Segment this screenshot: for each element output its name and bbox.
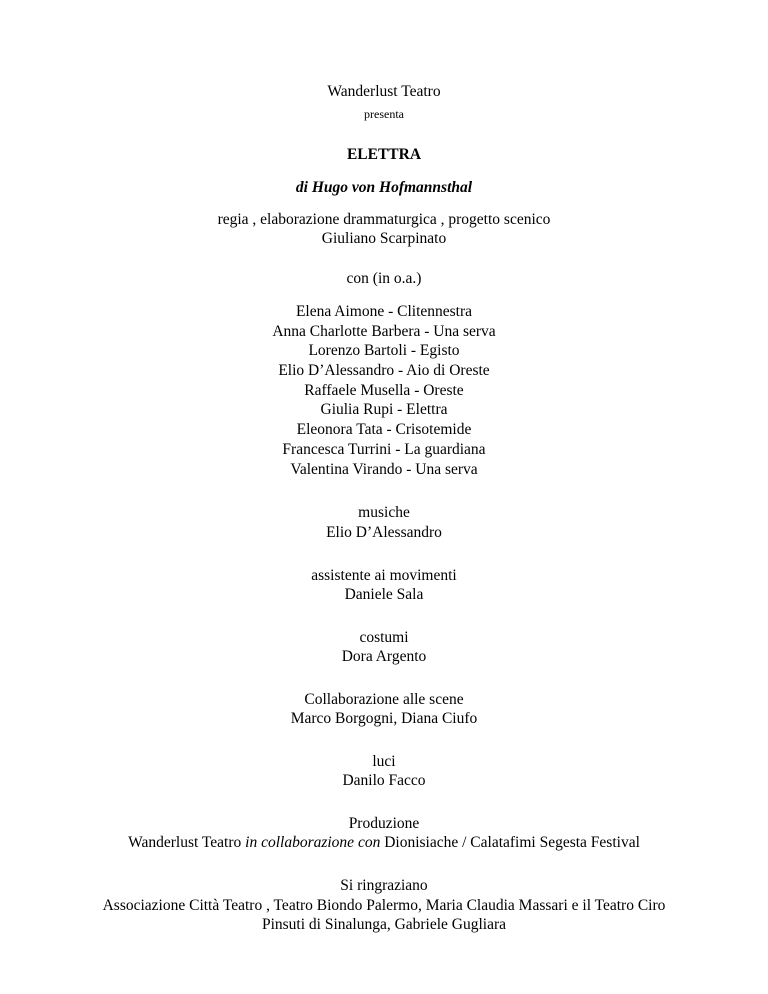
production-partner: Dionisiache / Calatafimi Segesta Festival <box>384 834 640 851</box>
production-label: Produzione <box>348 815 420 832</box>
production-credit <box>0 833 768 853</box>
scenery-label: Collaborazione alle scene <box>304 691 464 708</box>
thanks-line-1: Associazione Città Teatro , Teatro Biondo Palermo, Maria Claudia Massari e il Teatro Ciro <box>102 897 666 914</box>
production-company: Wanderlust Teatro <box>128 834 242 851</box>
scenery-name: Marco Borgogni, Diana Ciufo <box>290 710 478 727</box>
costumes-label: costumi <box>359 629 409 646</box>
lights-name: Danilo Facco <box>342 772 426 789</box>
cast-member: Lorenzo Bartoli - Egisto <box>308 342 460 359</box>
music-name: Elio D’Alessandro <box>326 524 442 541</box>
cast-member: Francesca Turrini - La guardiana <box>282 441 486 458</box>
cast-member: Anna Charlotte Barbera - Una serva <box>272 323 496 340</box>
music-label: musiche <box>358 504 410 521</box>
thanks-label: Si ringraziano <box>340 877 428 894</box>
cast-label: con (in o.a.) <box>346 270 422 287</box>
play-author: di Hugo von Hofmannsthal <box>295 179 473 196</box>
company-name: Wanderlust Teatro <box>327 83 441 100</box>
movement-label: assistente ai movimenti <box>311 567 457 584</box>
cast-member: Eleonora Tata - Crisotemide <box>296 421 472 438</box>
direction-role: regia , elaborazione drammaturgica , progetto scenico <box>217 211 551 228</box>
director-name: Giuliano Scarpinato <box>321 230 447 247</box>
presents-label: presenta <box>364 107 404 121</box>
cast-member: Elena Aimone - Clitennestra <box>295 303 473 320</box>
play-title: ELETTRA <box>346 146 422 163</box>
movement-name: Daniele Sala <box>344 586 424 603</box>
costumes-name: Dora Argento <box>341 648 427 665</box>
lights-label: luci <box>372 753 396 770</box>
cast-member: Elio D’Alessandro - Aio di Oreste <box>278 362 490 379</box>
production-connector: in collaborazione con <box>245 834 381 851</box>
cast-member: Valentina Virando - Una serva <box>290 461 478 478</box>
thanks-line-2: Pinsuti di Sinalunga, Gabriele Gugliara <box>261 916 507 933</box>
cast-member: Giulia Rupi - Elettra <box>320 401 448 418</box>
cast-member: Raffaele Musella - Oreste <box>304 382 464 399</box>
